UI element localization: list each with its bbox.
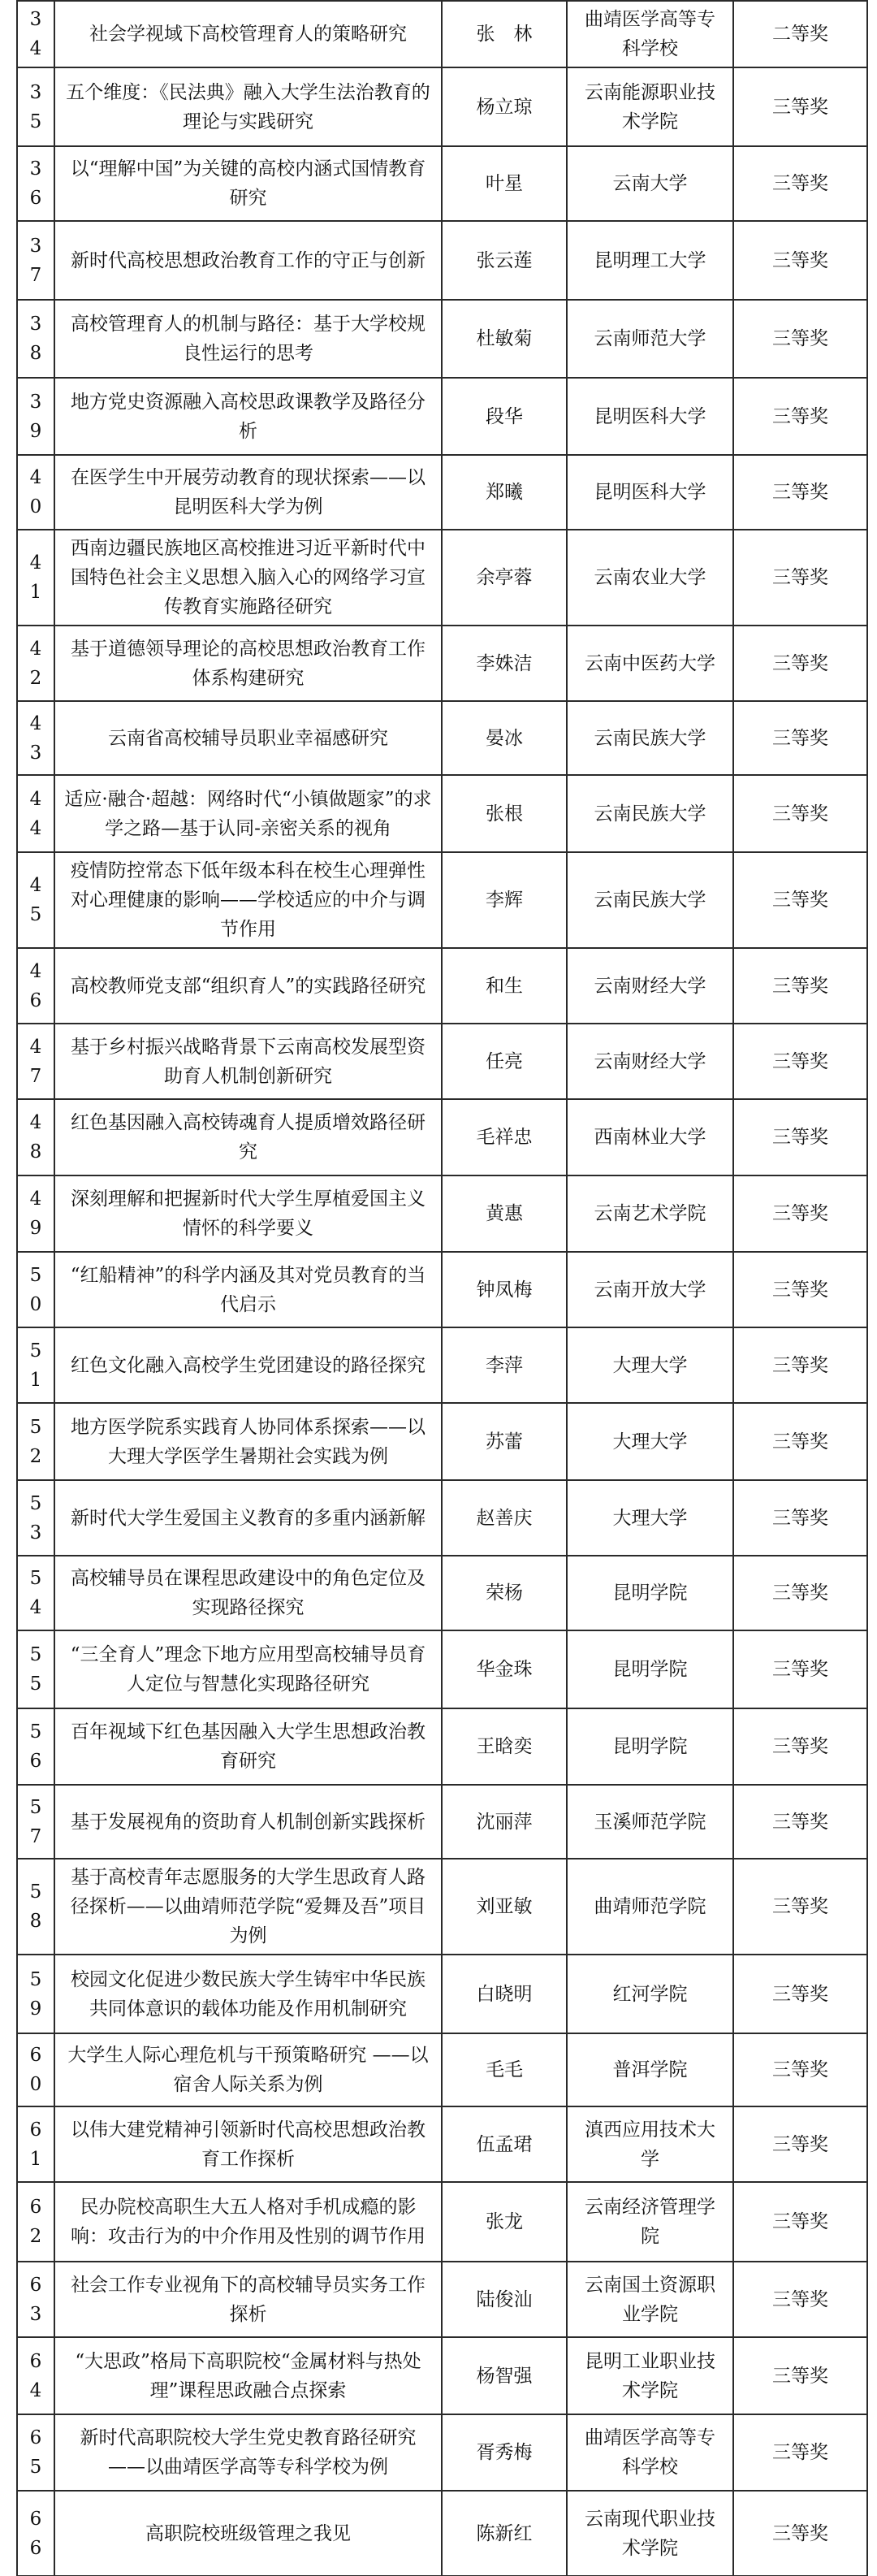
table-row	[17, 146, 867, 221]
school-name: 云南农业大学	[567, 530, 733, 626]
school-name: 大理大学	[567, 1327, 733, 1403]
award-level: 三等奖	[733, 2491, 867, 2576]
table-row	[17, 2337, 867, 2414]
paper-title: 新时代高校思想政治教育工作的守正与创新	[54, 221, 442, 300]
award-level: 三等奖	[733, 1708, 867, 1785]
school-name: 滇西应用技术大学	[567, 2106, 733, 2182]
author-name: 余亭蓉	[442, 530, 567, 626]
award-level: 三等奖	[733, 146, 867, 221]
award-level: 三等奖	[733, 626, 867, 701]
table-row	[17, 1327, 867, 1403]
table-row	[17, 2262, 867, 2337]
award-level: 三等奖	[733, 1556, 867, 1630]
school-name: 云南大学	[567, 146, 733, 221]
row-number: 58	[17, 1859, 54, 1955]
award-level: 三等奖	[733, 1480, 867, 1556]
author-name: 黄惠	[442, 1175, 567, 1252]
school-name: 云南国土资源职业学院	[567, 2262, 733, 2337]
row-number: 66	[17, 2491, 54, 2576]
school-name: 曲靖师范学院	[567, 1859, 733, 1955]
row-number: 53	[17, 1480, 54, 1556]
row-number: 44	[17, 775, 54, 852]
paper-title: 百年视域下红色基因融入大学生思想政治教育研究	[54, 1708, 442, 1785]
school-name: 昆明学院	[567, 1630, 733, 1708]
paper-title: 红色文化融入高校学生党团建设的路径探究	[54, 1327, 442, 1403]
paper-title: 五个维度：《民法典》融入大学生法治教育的理论与实践研究	[54, 67, 442, 146]
row-number: 45	[17, 852, 54, 948]
paper-title: 新时代大学生爱国主义教育的多重内涵新解	[54, 1480, 442, 1556]
award-level: 三等奖	[733, 67, 867, 146]
award-level: 三等奖	[733, 300, 867, 378]
award-level: 三等奖	[733, 1785, 867, 1859]
award-table-body	[17, 1, 867, 2576]
award-level: 三等奖	[733, 2337, 867, 2414]
table-row	[17, 300, 867, 378]
table-row	[17, 1403, 867, 1480]
paper-title: “三全育人”理念下地方应用型高校辅导员育人定位与智慧化实现路径研究	[54, 1630, 442, 1708]
award-level: 三等奖	[733, 1403, 867, 1480]
school-name: 昆明医科大学	[567, 455, 733, 530]
paper-title: 高职院校班级管理之我见	[54, 2491, 442, 2576]
row-number: 51	[17, 1327, 54, 1403]
award-level: 三等奖	[733, 2182, 867, 2262]
paper-title: 校园文化促进少数民族大学生铸牢中华民族共同体意识的载体功能及作用机制研究	[54, 1955, 442, 2033]
award-level: 三等奖	[733, 1024, 867, 1099]
paper-title: 地方医学院系实践育人协同体系探索——以大理大学医学生暑期社会实践为例	[54, 1403, 442, 1480]
award-level: 三等奖	[733, 221, 867, 300]
row-number: 43	[17, 701, 54, 775]
author-name: 李辉	[442, 852, 567, 948]
author-name: 刘亚敏	[442, 1859, 567, 1955]
school-name: 云南民族大学	[567, 701, 733, 775]
paper-title: 云南省高校辅导员职业幸福感研究	[54, 701, 442, 775]
author-name: 张 林	[442, 1, 567, 67]
author-name: 张根	[442, 775, 567, 852]
school-name: 曲靖医学高等专科学校	[567, 2414, 733, 2491]
row-number: 54	[17, 1556, 54, 1630]
school-name: 大理大学	[567, 1403, 733, 1480]
school-name: 云南艺术学院	[567, 1175, 733, 1252]
paper-title: 以“理解中国”为关键的高校内涵式国情教育研究	[54, 146, 442, 221]
paper-title: 基于高校青年志愿服务的大学生思政育人路径探析——以曲靖师范学院“爱舞及吾”项目为例	[54, 1859, 442, 1955]
table-row	[17, 1480, 867, 1556]
paper-title: 适应·融合·超越：网络时代“小镇做题家”的求学之路—基于认同-亲密关系的视角	[54, 775, 442, 852]
paper-title: 大学生人际心理危机与干预策略研究 ——以宿舍人际关系为例	[54, 2033, 442, 2106]
table-row	[17, 2033, 867, 2106]
paper-title: 基于发展视角的资助育人机制创新实践探析	[54, 1785, 442, 1859]
author-name: 任亮	[442, 1024, 567, 1099]
table-row	[17, 948, 867, 1024]
paper-title: 深刻理解和把握新时代大学生厚植爱国主义情怀的科学要义	[54, 1175, 442, 1252]
school-name: 昆明医科大学	[567, 378, 733, 455]
row-number: 64	[17, 2337, 54, 2414]
paper-title: 社会工作专业视角下的高校辅导员实务工作探析	[54, 2262, 442, 2337]
row-number: 56	[17, 1708, 54, 1785]
paper-title: 高校辅导员在课程思政建设中的角色定位及实现路径探究	[54, 1556, 442, 1630]
row-number: 41	[17, 530, 54, 626]
author-name: 陆俊汕	[442, 2262, 567, 2337]
table-row	[17, 2106, 867, 2182]
row-number: 63	[17, 2262, 54, 2337]
table-row	[17, 1955, 867, 2033]
school-name: 云南财经大学	[567, 948, 733, 1024]
row-number: 47	[17, 1024, 54, 1099]
row-number: 65	[17, 2414, 54, 2491]
table-row	[17, 1859, 867, 1955]
school-name: 曲靖医学高等专科学校	[567, 1, 733, 67]
author-name: 李萍	[442, 1327, 567, 1403]
author-name: 郑曦	[442, 455, 567, 530]
school-name: 云南财经大学	[567, 1024, 733, 1099]
author-name: 毛毛	[442, 2033, 567, 2106]
author-name: 钟凤梅	[442, 1252, 567, 1327]
paper-title: 高校教师党支部“组织育人”的实践路径研究	[54, 948, 442, 1024]
award-level: 三等奖	[733, 455, 867, 530]
school-name: 云南现代职业技术学院	[567, 2491, 733, 2576]
school-name: 云南开放大学	[567, 1252, 733, 1327]
paper-title: 高校管理育人的机制与路径：基于大学校规良性运行的思考	[54, 300, 442, 378]
paper-title: 西南边疆民族地区高校推进习近平新时代中国特色社会主义思想入脑入心的网络学习宣传教育实施路径研究	[54, 530, 442, 626]
award-level: 三等奖	[733, 2262, 867, 2337]
award-level: 三等奖	[733, 852, 867, 948]
school-name: 红河学院	[567, 1955, 733, 2033]
award-level: 三等奖	[733, 2033, 867, 2106]
table-row	[17, 852, 867, 948]
award-level: 三等奖	[733, 378, 867, 455]
table-row	[17, 1175, 867, 1252]
award-level: 三等奖	[733, 530, 867, 626]
award-table	[16, 0, 868, 2576]
paper-title: “红船精神”的科学内涵及其对党员教育的当代启示	[54, 1252, 442, 1327]
paper-title: 基于道德领导理论的高校思想政治教育工作体系构建研究	[54, 626, 442, 701]
author-name: 和生	[442, 948, 567, 1024]
table-row	[17, 1785, 867, 1859]
table-row	[17, 378, 867, 455]
award-level: 三等奖	[733, 948, 867, 1024]
table-row	[17, 1099, 867, 1175]
paper-title: 以伟大建党精神引领新时代高校思想政治教育工作探析	[54, 2106, 442, 2182]
author-name: 杨立琼	[442, 67, 567, 146]
award-level: 二等奖	[733, 1, 867, 67]
author-name: 段华	[442, 378, 567, 455]
paper-title: 社会学视域下高校管理育人的策略研究	[54, 1, 442, 67]
award-level: 三等奖	[733, 1175, 867, 1252]
row-number: 40	[17, 455, 54, 530]
school-name: 云南民族大学	[567, 775, 733, 852]
table-row	[17, 2414, 867, 2491]
author-name: 李姝洁	[442, 626, 567, 701]
author-name: 华金珠	[442, 1630, 567, 1708]
table-row	[17, 1630, 867, 1708]
school-name: 昆明工业职业技术学院	[567, 2337, 733, 2414]
award-level: 三等奖	[733, 1630, 867, 1708]
award-level: 三等奖	[733, 2106, 867, 2182]
row-number: 48	[17, 1099, 54, 1175]
author-name: 苏蕾	[442, 1403, 567, 1480]
award-level: 三等奖	[733, 701, 867, 775]
school-name: 云南师范大学	[567, 300, 733, 378]
paper-title: 地方党史资源融入高校思政课教学及路径分析	[54, 378, 442, 455]
author-name: 杜敏菊	[442, 300, 567, 378]
table-row	[17, 775, 867, 852]
paper-title: 疫情防控常态下低年级本科在校生心理弹性对心理健康的影响——学校适应的中介与调节作用	[54, 852, 442, 948]
paper-title: 民办院校高职生大五人格对手机成瘾的影响：攻击行为的中介作用及性别的调节作用	[54, 2182, 442, 2262]
author-name: 张云莲	[442, 221, 567, 300]
award-level: 三等奖	[733, 2414, 867, 2491]
row-number: 37	[17, 221, 54, 300]
author-name: 晏冰	[442, 701, 567, 775]
table-row	[17, 1556, 867, 1630]
table-row	[17, 1024, 867, 1099]
paper-title: 新时代高职院校大学生党史教育路径研究——以曲靖医学高等专科学校为例	[54, 2414, 442, 2491]
author-name: 沈丽萍	[442, 1785, 567, 1859]
row-number: 52	[17, 1403, 54, 1480]
row-number: 60	[17, 2033, 54, 2106]
table-row	[17, 2491, 867, 2576]
school-name: 昆明学院	[567, 1556, 733, 1630]
school-name: 昆明理工大学	[567, 221, 733, 300]
school-name: 玉溪师范学院	[567, 1785, 733, 1859]
row-number: 61	[17, 2106, 54, 2182]
row-number: 34	[17, 1, 54, 67]
row-number: 50	[17, 1252, 54, 1327]
paper-title: 在医学生中开展劳动教育的现状探索——以昆明医科大学为例	[54, 455, 442, 530]
author-name: 张龙	[442, 2182, 567, 2262]
author-name: 荣杨	[442, 1556, 567, 1630]
row-number: 35	[17, 67, 54, 146]
school-name: 普洱学院	[567, 2033, 733, 2106]
school-name: 云南民族大学	[567, 852, 733, 948]
award-level: 三等奖	[733, 1099, 867, 1175]
school-name: 云南能源职业技术学院	[567, 67, 733, 146]
school-name: 云南经济管理学院	[567, 2182, 733, 2262]
author-name: 陈新红	[442, 2491, 567, 2576]
table-row	[17, 67, 867, 146]
school-name: 大理大学	[567, 1480, 733, 1556]
row-number: 36	[17, 146, 54, 221]
row-number: 38	[17, 300, 54, 378]
row-number: 42	[17, 626, 54, 701]
table-row	[17, 1252, 867, 1327]
award-level: 三等奖	[733, 1859, 867, 1955]
row-number: 46	[17, 948, 54, 1024]
school-name: 云南中医药大学	[567, 626, 733, 701]
award-level: 三等奖	[733, 775, 867, 852]
table-row	[17, 2182, 867, 2262]
table-row	[17, 1, 867, 67]
school-name: 昆明学院	[567, 1708, 733, 1785]
award-level: 三等奖	[733, 1955, 867, 2033]
paper-title: 基于乡村振兴战略背景下云南高校发展型资助育人机制创新研究	[54, 1024, 442, 1099]
row-number: 59	[17, 1955, 54, 2033]
row-number: 39	[17, 378, 54, 455]
award-level: 三等奖	[733, 1327, 867, 1403]
row-number: 62	[17, 2182, 54, 2262]
award-level: 三等奖	[733, 1252, 867, 1327]
author-name: 杨智强	[442, 2337, 567, 2414]
table-row	[17, 1708, 867, 1785]
author-name: 胥秀梅	[442, 2414, 567, 2491]
author-name: 王晗奕	[442, 1708, 567, 1785]
author-name: 白晓明	[442, 1955, 567, 2033]
table-row	[17, 530, 867, 626]
row-number: 49	[17, 1175, 54, 1252]
table-row	[17, 701, 867, 775]
author-name: 伍孟珺	[442, 2106, 567, 2182]
table-row	[17, 626, 867, 701]
row-number: 55	[17, 1630, 54, 1708]
author-name: 毛祥忠	[442, 1099, 567, 1175]
table-row	[17, 455, 867, 530]
author-name: 赵善庆	[442, 1480, 567, 1556]
row-number: 57	[17, 1785, 54, 1859]
table-row	[17, 221, 867, 300]
paper-title: “大思政”格局下高职院校“金属材料与热处理”课程思政融合点探索	[54, 2337, 442, 2414]
school-name: 西南林业大学	[567, 1099, 733, 1175]
author-name: 叶星	[442, 146, 567, 221]
paper-title: 红色基因融入高校铸魂育人提质增效路径研究	[54, 1099, 442, 1175]
